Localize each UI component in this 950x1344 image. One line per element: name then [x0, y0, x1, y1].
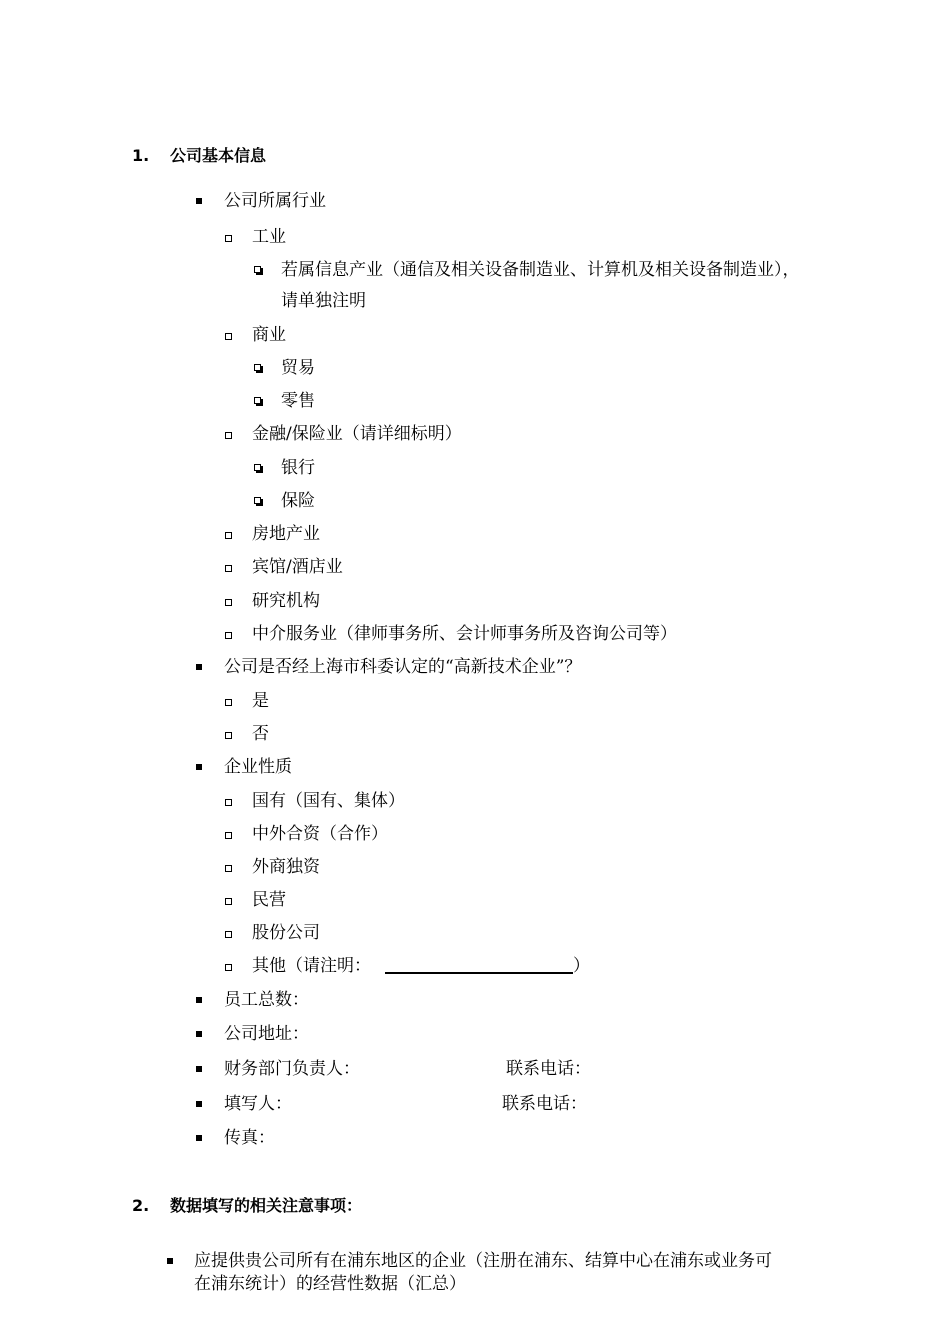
bullet-icon: [196, 1101, 202, 1107]
option-trade: 贸易: [281, 358, 315, 378]
bullet-icon: [196, 997, 202, 1003]
option-industrial: 工业: [252, 227, 286, 247]
option-research: 研究机构: [252, 591, 320, 611]
checkbox-state[interactable]: [225, 799, 232, 806]
option-it-note-line2: 请单独注明: [281, 291, 366, 311]
checkbox-other[interactable]: [225, 964, 232, 971]
option-jv: 中外合资（合作）: [252, 824, 388, 844]
section-1-title: 公司基本信息: [170, 146, 267, 165]
finance-head-label: 财务部门负责人：: [224, 1059, 360, 1079]
checkbox-no[interactable]: [225, 732, 232, 739]
option-other-suffix: ）: [573, 956, 590, 976]
bullet-icon: [196, 1031, 202, 1037]
checkbox-insurance[interactable]: [254, 497, 262, 505]
note-line-2: 在浦东统计）的经营性数据（汇总）: [194, 1274, 466, 1294]
option-commerce: 商业: [252, 325, 286, 345]
checkbox-private[interactable]: [225, 898, 232, 905]
option-foreign: 外商独资: [252, 857, 320, 877]
checkbox-trade[interactable]: [254, 364, 262, 372]
checkbox-finance[interactable]: [225, 432, 232, 439]
checkbox-jv[interactable]: [225, 832, 232, 839]
option-hotel: 宾馆/酒店业: [252, 557, 343, 577]
filler-phone-label: 联系电话：: [502, 1094, 587, 1114]
checkbox-yes[interactable]: [225, 699, 232, 706]
option-private: 民营: [252, 890, 286, 910]
employees-label: 员工总数：: [224, 990, 309, 1010]
fax-label: 传真：: [224, 1128, 275, 1148]
option-finance: 金融/保险业（请详细标明）: [252, 424, 462, 444]
option-bank: 银行: [281, 458, 315, 478]
filler-label: 填写人：: [224, 1094, 292, 1114]
checkbox-research[interactable]: [225, 599, 232, 606]
checkbox-retail[interactable]: [254, 397, 262, 405]
bullet-icon: [196, 764, 202, 770]
checkbox-real-estate[interactable]: [225, 532, 232, 539]
option-state: 国有（国有、集体）: [252, 791, 405, 811]
option-other-prefix: 其他（请注明：: [252, 956, 371, 976]
option-no: 否: [252, 724, 269, 744]
checkbox-it-industry[interactable]: [254, 266, 262, 274]
section-2-number: 2.: [132, 1196, 150, 1215]
finance-phone-label: 联系电话：: [506, 1059, 591, 1079]
note-line-1: 应提供贵公司所有在浦东地区的企业（注册在浦东、结算中心在浦东或业务可: [194, 1251, 772, 1271]
checkbox-industrial[interactable]: [225, 235, 232, 242]
option-yes: 是: [252, 691, 269, 711]
option-retail: 零售: [281, 391, 315, 411]
bullet-icon: [196, 1135, 202, 1141]
option-it-note-line1: 若属信息产业（通信及相关设备制造业、计算机及相关设备制造业），: [281, 260, 800, 280]
option-insurance: 保险: [281, 491, 315, 511]
nature-label: 企业性质: [224, 757, 292, 777]
address-label: 公司地址：: [224, 1024, 309, 1044]
section-1-number: 1.: [132, 146, 150, 165]
checkbox-joint-stock[interactable]: [225, 931, 232, 938]
option-real-estate: 房地产业: [252, 524, 320, 544]
checkbox-commerce[interactable]: [225, 333, 232, 340]
other-specify-field[interactable]: [385, 972, 573, 974]
checkbox-hotel[interactable]: [225, 565, 232, 572]
industry-label: 公司所属行业: [224, 191, 326, 211]
section-2-title: 数据填写的相关注意事项：: [170, 1196, 363, 1215]
bullet-icon: [196, 1066, 202, 1072]
checkbox-foreign[interactable]: [225, 865, 232, 872]
bullet-icon: [196, 198, 202, 204]
checkbox-bank[interactable]: [254, 464, 262, 472]
option-intermediary: 中介服务业（律师事务所、会计师事务所及咨询公司等）: [252, 624, 677, 644]
bullet-icon: [167, 1258, 173, 1264]
option-joint-stock: 股份公司: [252, 923, 320, 943]
checkbox-intermediary[interactable]: [225, 632, 232, 639]
bullet-icon: [196, 664, 202, 670]
hightech-label: 公司是否经上海市科委认定的“高新技术企业”？: [224, 657, 582, 677]
